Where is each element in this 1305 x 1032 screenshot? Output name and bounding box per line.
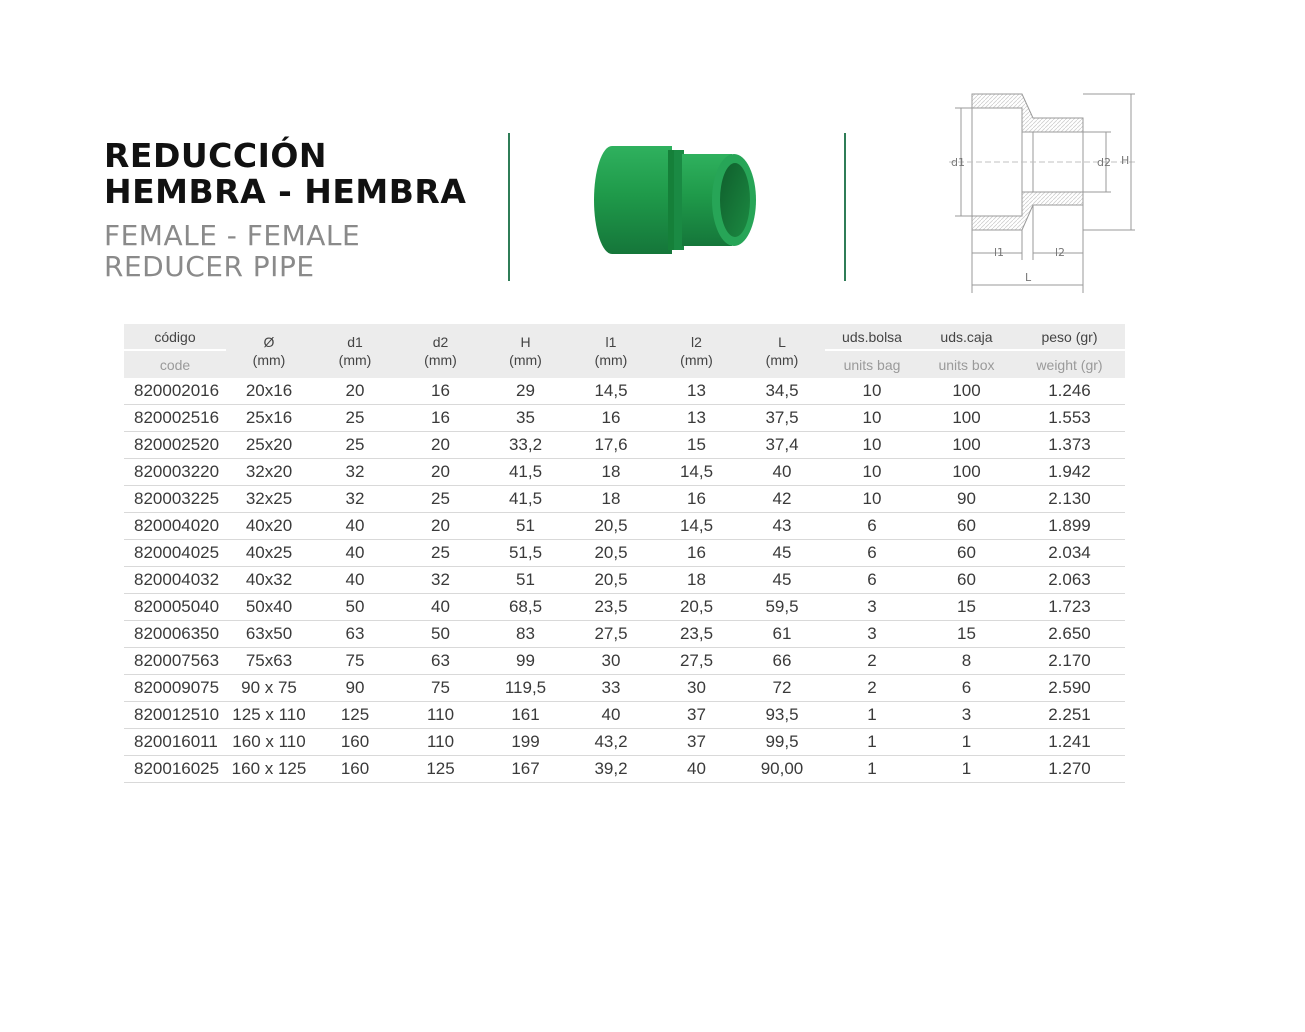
cell-l2: 16	[654, 540, 739, 567]
cell-l1: 23,5	[568, 594, 654, 621]
cell-weight: 2.590	[1014, 675, 1125, 702]
cell-L: 99,5	[739, 729, 825, 756]
cell-weight: 1.270	[1014, 756, 1125, 783]
cell-l1: 17,6	[568, 432, 654, 459]
cell-code: 820012510	[124, 702, 226, 729]
cell-L: 37,4	[739, 432, 825, 459]
header-units-box: uds.caja	[919, 324, 1014, 350]
cell-units-bag: 10	[825, 486, 919, 513]
cell-l2: 18	[654, 567, 739, 594]
label-H: H	[1121, 154, 1130, 167]
cell-H: 161	[483, 702, 568, 729]
table-row	[124, 378, 1125, 405]
header-unit: (mm)	[765, 352, 799, 368]
cell-d1: 50	[312, 594, 398, 621]
cell-H: 41,5	[483, 486, 568, 513]
cell-code: 820004020	[124, 513, 226, 540]
title-block	[104, 138, 466, 282]
cell-units-bag: 6	[825, 567, 919, 594]
cell-d2: 20	[398, 432, 483, 459]
cell-d2: 125	[398, 756, 483, 783]
cell-l1: 16	[568, 405, 654, 432]
cell-code: 820005040	[124, 594, 226, 621]
cell-d2: 16	[398, 378, 483, 405]
cell-code: 820003220	[124, 459, 226, 486]
cell-H: 51	[483, 567, 568, 594]
cell-l1: 20,5	[568, 513, 654, 540]
cell-code: 820002016	[124, 378, 226, 405]
cell-units-bag: 1	[825, 729, 919, 756]
cell-l2: 13	[654, 405, 739, 432]
cell-d2: 25	[398, 486, 483, 513]
cell-L: 45	[739, 540, 825, 567]
cell-diameter: 32x20	[226, 459, 312, 486]
cell-diameter: 160 x 125	[226, 756, 312, 783]
cell-l2: 20,5	[654, 594, 739, 621]
cell-L: 42	[739, 486, 825, 513]
cell-units-box: 60	[919, 567, 1014, 594]
cell-diameter: 125 x 110	[226, 702, 312, 729]
cell-units-bag: 10	[825, 378, 919, 405]
cell-d2: 20	[398, 513, 483, 540]
cell-units-bag: 10	[825, 459, 919, 486]
cell-d2: 32	[398, 567, 483, 594]
cell-weight: 1.899	[1014, 513, 1125, 540]
cell-H: 51,5	[483, 540, 568, 567]
cell-l2: 13	[654, 378, 739, 405]
divider-left	[508, 133, 510, 281]
cell-d1: 32	[312, 486, 398, 513]
table-row	[124, 459, 1125, 486]
header-d2-label: d2	[432, 334, 449, 350]
cell-units-box: 60	[919, 513, 1014, 540]
cell-units-bag: 10	[825, 405, 919, 432]
table-row	[124, 594, 1125, 621]
divider-right	[844, 133, 846, 281]
cell-units-bag: 1	[825, 702, 919, 729]
cell-d1: 160	[312, 756, 398, 783]
cell-diameter: 40x20	[226, 513, 312, 540]
cell-l2: 16	[654, 486, 739, 513]
cell-d2: 110	[398, 729, 483, 756]
cell-d2: 40	[398, 594, 483, 621]
header-units-bag: uds.bolsa	[825, 324, 919, 350]
cell-code: 820004025	[124, 540, 226, 567]
cell-d2: 50	[398, 621, 483, 648]
title-english	[104, 220, 466, 282]
cell-H: 68,5	[483, 594, 568, 621]
cell-l1: 43,2	[568, 729, 654, 756]
cell-d2: 75	[398, 675, 483, 702]
cell-diameter: 25x16	[226, 405, 312, 432]
cell-units-box: 90	[919, 486, 1014, 513]
product-image	[592, 140, 762, 260]
table-row	[124, 675, 1125, 702]
cell-H: 33,2	[483, 432, 568, 459]
cell-l1: 33	[568, 675, 654, 702]
header-weight: peso (gr)	[1014, 324, 1125, 350]
cell-units-bag: 3	[825, 621, 919, 648]
cell-code: 820006350	[124, 621, 226, 648]
header-unit: (mm)	[509, 352, 542, 368]
cell-L: 61	[739, 621, 825, 648]
cell-l1: 18	[568, 459, 654, 486]
header-unit: (mm)	[594, 352, 628, 368]
cell-H: 51	[483, 513, 568, 540]
cell-d2: 20	[398, 459, 483, 486]
header-d1	[312, 324, 398, 378]
header-code: código	[124, 324, 226, 350]
table-row	[124, 513, 1125, 540]
subheader-units-bag: units bag	[825, 350, 919, 378]
cell-weight: 1.723	[1014, 594, 1125, 621]
cell-H: 35	[483, 405, 568, 432]
cell-l2: 37	[654, 729, 739, 756]
cell-d1: 32	[312, 459, 398, 486]
cell-d1: 75	[312, 648, 398, 675]
cell-L: 66	[739, 648, 825, 675]
cell-weight: 1.373	[1014, 432, 1125, 459]
cell-weight: 2.650	[1014, 621, 1125, 648]
cell-units-bag: 2	[825, 675, 919, 702]
cell-diameter: 40x32	[226, 567, 312, 594]
cell-units-box: 3	[919, 702, 1014, 729]
cell-d1: 20	[312, 378, 398, 405]
cell-H: 99	[483, 648, 568, 675]
cell-diameter: 25x20	[226, 432, 312, 459]
cell-L: 90,00	[739, 756, 825, 783]
cell-diameter: 90 x 75	[226, 675, 312, 702]
cell-code: 820002516	[124, 405, 226, 432]
cell-d1: 160	[312, 729, 398, 756]
cell-diameter: 32x25	[226, 486, 312, 513]
cell-units-box: 15	[919, 594, 1014, 621]
table-row	[124, 648, 1125, 675]
cell-l1: 18	[568, 486, 654, 513]
title-spanish-line2: HEMBRA - HEMBRA	[104, 172, 467, 211]
cell-d1: 40	[312, 513, 398, 540]
table-body	[124, 378, 1125, 783]
table-row	[124, 486, 1125, 513]
header-l2-label: l2	[691, 334, 702, 350]
cell-units-bag: 6	[825, 540, 919, 567]
cell-l2: 37	[654, 702, 739, 729]
cell-code: 820009075	[124, 675, 226, 702]
cell-code: 820016025	[124, 756, 226, 783]
header-diameter	[226, 324, 312, 378]
cell-l1: 27,5	[568, 621, 654, 648]
cell-weight: 2.034	[1014, 540, 1125, 567]
header-unit: (mm)	[338, 352, 372, 368]
cell-units-box: 6	[919, 675, 1014, 702]
table-row	[124, 567, 1125, 594]
cell-d2: 25	[398, 540, 483, 567]
cell-diameter: 160 x 110	[226, 729, 312, 756]
cell-d1: 25	[312, 405, 398, 432]
label-d1: d1	[951, 156, 965, 169]
header-diameter-label: Ø	[263, 334, 275, 350]
cell-units-bag: 6	[825, 513, 919, 540]
cell-diameter: 75x63	[226, 648, 312, 675]
table-row	[124, 432, 1125, 459]
cell-H: 83	[483, 621, 568, 648]
cell-code: 820003225	[124, 486, 226, 513]
cell-units-bag: 10	[825, 432, 919, 459]
title-spanish	[104, 138, 466, 210]
cell-l1: 20,5	[568, 540, 654, 567]
cell-H: 41,5	[483, 459, 568, 486]
cell-units-box: 100	[919, 459, 1014, 486]
cell-weight: 2.251	[1014, 702, 1125, 729]
cell-diameter: 20x16	[226, 378, 312, 405]
title-english-line2: REDUCER PIPE	[104, 250, 315, 283]
cell-weight: 2.130	[1014, 486, 1125, 513]
cell-H: 29	[483, 378, 568, 405]
table-row	[124, 702, 1125, 729]
cell-diameter: 63x50	[226, 621, 312, 648]
cell-diameter: 50x40	[226, 594, 312, 621]
label-l2: l2	[1055, 246, 1066, 259]
cell-d1: 25	[312, 432, 398, 459]
cell-d2: 110	[398, 702, 483, 729]
cell-code: 820016011	[124, 729, 226, 756]
cell-L: 59,5	[739, 594, 825, 621]
cell-L: 45	[739, 567, 825, 594]
cell-H: 199	[483, 729, 568, 756]
cell-d1: 90	[312, 675, 398, 702]
product-table	[124, 324, 1125, 783]
cell-weight: 1.246	[1014, 378, 1125, 405]
cell-l1: 20,5	[568, 567, 654, 594]
cell-L: 40	[739, 459, 825, 486]
header-l1	[568, 324, 654, 378]
header-d2	[398, 324, 483, 378]
cell-L: 72	[739, 675, 825, 702]
header-H	[483, 324, 568, 378]
cell-weight: 2.063	[1014, 567, 1125, 594]
cell-L: 43	[739, 513, 825, 540]
header-unit: (mm)	[424, 352, 457, 368]
cell-l2: 30	[654, 675, 739, 702]
cell-d2: 63	[398, 648, 483, 675]
subheader-units-box: units box	[919, 350, 1014, 378]
cell-l2: 27,5	[654, 648, 739, 675]
cell-d1: 40	[312, 567, 398, 594]
cell-d1: 40	[312, 540, 398, 567]
cell-L: 34,5	[739, 378, 825, 405]
label-l1: l1	[994, 246, 1005, 259]
cell-l2: 23,5	[654, 621, 739, 648]
header-l2	[654, 324, 739, 378]
header-L	[739, 324, 825, 378]
cell-l2: 15	[654, 432, 739, 459]
cell-code: 820004032	[124, 567, 226, 594]
cell-L: 37,5	[739, 405, 825, 432]
cell-weight: 1.942	[1014, 459, 1125, 486]
cell-l1: 30	[568, 648, 654, 675]
cell-units-bag: 1	[825, 756, 919, 783]
cell-units-bag: 2	[825, 648, 919, 675]
label-L: L	[1025, 271, 1032, 284]
cell-code: 820002520	[124, 432, 226, 459]
cell-units-box: 8	[919, 648, 1014, 675]
label-d2: d2	[1097, 156, 1111, 169]
header-l1-label: l1	[605, 334, 617, 350]
title-spanish-line1: REDUCCIÓN	[104, 136, 328, 175]
cell-units-box: 100	[919, 378, 1014, 405]
cell-units-box: 100	[919, 405, 1014, 432]
cell-units-box: 100	[919, 432, 1014, 459]
cell-units-box: 1	[919, 756, 1014, 783]
header-d1-label: d1	[347, 334, 363, 350]
technical-drawing	[945, 88, 1140, 298]
cell-l2: 40	[654, 756, 739, 783]
table-row	[124, 756, 1125, 783]
header-H-label: H	[520, 334, 531, 350]
header-L-label: L	[778, 334, 786, 350]
cell-code: 820007563	[124, 648, 226, 675]
header-unit: (mm)	[680, 352, 713, 368]
title-english-line1: FEMALE - FEMALE	[104, 219, 361, 252]
cell-weight: 2.170	[1014, 648, 1125, 675]
cell-d1: 125	[312, 702, 398, 729]
cell-H: 119,5	[483, 675, 568, 702]
cell-units-box: 1	[919, 729, 1014, 756]
table-row	[124, 405, 1125, 432]
cell-l1: 39,2	[568, 756, 654, 783]
cell-units-box: 60	[919, 540, 1014, 567]
cell-weight: 1.241	[1014, 729, 1125, 756]
table-row	[124, 621, 1125, 648]
table-row	[124, 729, 1125, 756]
subheader-weight: weight (gr)	[1014, 350, 1125, 378]
table-row	[124, 540, 1125, 567]
table-header-row	[124, 324, 1125, 350]
cell-units-box: 15	[919, 621, 1014, 648]
cell-diameter: 40x25	[226, 540, 312, 567]
cell-l1: 14,5	[568, 378, 654, 405]
cell-l2: 14,5	[654, 459, 739, 486]
subheader-code: code	[124, 350, 226, 378]
header-unit: (mm)	[252, 352, 286, 368]
cell-units-bag: 3	[825, 594, 919, 621]
cell-d2: 16	[398, 405, 483, 432]
cell-L: 93,5	[739, 702, 825, 729]
cell-d1: 63	[312, 621, 398, 648]
cell-l2: 14,5	[654, 513, 739, 540]
cell-H: 167	[483, 756, 568, 783]
cell-weight: 1.553	[1014, 405, 1125, 432]
cell-l1: 40	[568, 702, 654, 729]
